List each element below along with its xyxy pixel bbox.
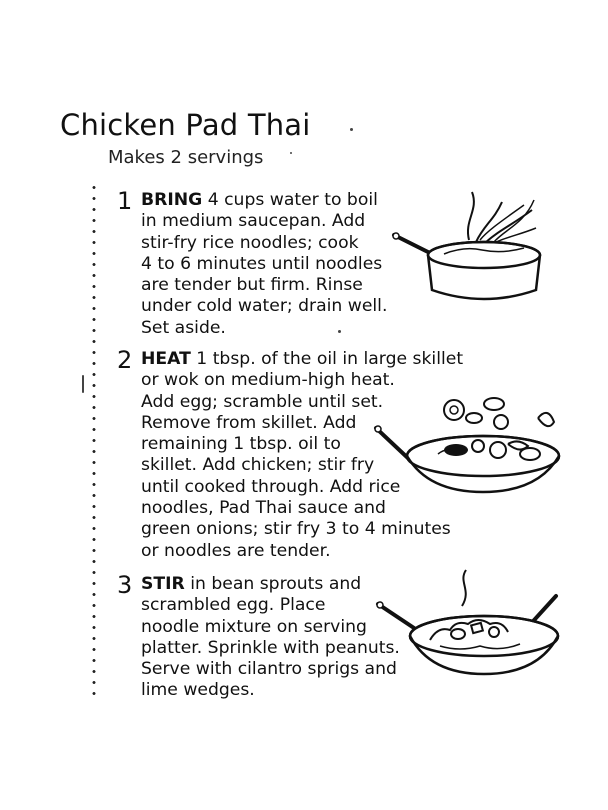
saucepan-with-noodles-icon [384, 180, 554, 310]
skillet-with-spoon-icon [368, 566, 568, 686]
step-verb: HEAT [141, 349, 191, 369]
scan-speck [350, 128, 353, 131]
scan-speck [290, 152, 292, 154]
scan-speck [82, 375, 84, 393]
skillet-with-vegetables-icon [368, 388, 568, 498]
step-number: 2 [117, 346, 133, 374]
servings-note: Makes 2 servings [108, 147, 264, 168]
step-verb: STIR [141, 574, 185, 594]
step-verb: BRING [141, 190, 203, 210]
step-number: 3 [117, 571, 133, 599]
step-number: 1 [117, 187, 133, 215]
step-instructions: STIR in bean sprouts and scrambled egg. Place noodle mixture on serving platter. Sprinkle with peanuts. Serve with cilantro sprigs and lime wedges. [141, 574, 400, 701]
recipe-title: Chicken Pad Thai [60, 108, 311, 142]
step-instructions: HEAT 1 tbsp. of the oil in large skillet or wok on medium-high heat. Add egg; scramble until set. Remove from skillet. Add remaining 1 tbsp. oil to skillet. Add chicken; stir fry until cooked through. Add rice noodles, Pad Thai sauce and green onions; stir fry 3 to 4 minutes or noodles are tender. [141, 349, 464, 561]
dotted-divider [91, 182, 97, 702]
scan-speck [338, 330, 341, 333]
step-instructions: BRING 4 cups water to boil in medium saucepan. Add stir-fry rice noodles; cook 4 to 6 minutes until noodles are tender but firm. Rinse under cold water; drain well. Set aside. [141, 190, 388, 338]
